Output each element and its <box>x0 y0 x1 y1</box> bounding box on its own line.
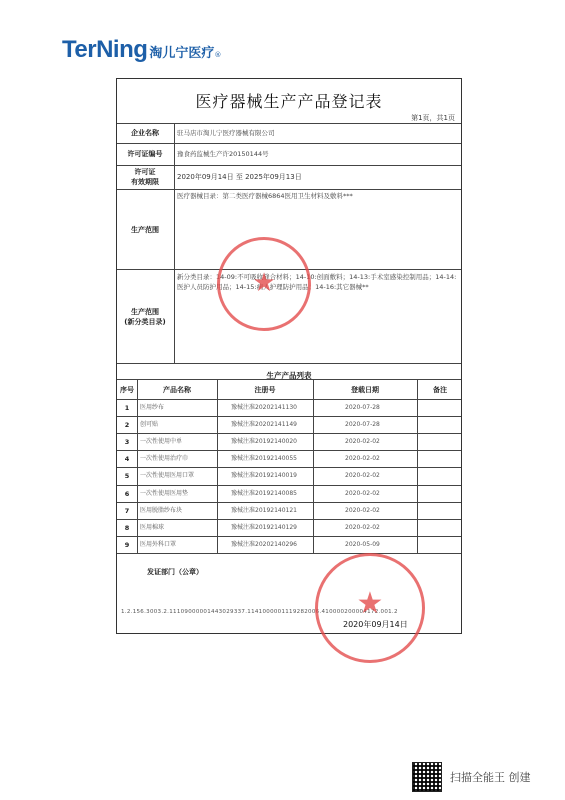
product-reg-number: 豫械注准20202141130 <box>231 404 297 411</box>
label-validity: 许可证 有效期限 <box>131 168 159 186</box>
company-seal: ★ <box>217 237 311 331</box>
product-no: 6 <box>124 489 130 498</box>
product-date: 2020-02-02 <box>345 523 380 531</box>
product-name: 医用脱脂纱布块 <box>140 506 183 514</box>
value-company-name: 驻马店市淘儿宁医疗器械有限公司 <box>177 129 275 137</box>
col-no: 序号 <box>120 386 134 394</box>
col-date: 登载日期 <box>351 386 379 394</box>
row-divider <box>117 467 461 468</box>
registered-mark: ® <box>214 51 222 59</box>
sign-date: 2020年09月14日 <box>343 620 408 629</box>
row-divider <box>117 536 461 537</box>
product-no: 4 <box>124 455 130 464</box>
brand-name-en: TerNing <box>62 36 148 63</box>
barcode-number: 1.2.156.3003.2.11109000001443029337.1141000001119282006.410000200004172.001.2 <box>121 609 398 615</box>
value-license-number: 豫食药监械生产许20150144号 <box>177 150 269 158</box>
value-scope: 医疗器械目录：第二类医疗器械6864医用卫生材料及敷料*** <box>177 192 353 200</box>
col-note: 备注 <box>433 386 447 394</box>
product-no: 3 <box>124 438 130 447</box>
product-name: 创可贴 <box>140 421 159 429</box>
product-name: 一次性使用治疗巾 <box>140 455 189 463</box>
label-scope-new: 生产范围 (新分类目录) <box>124 308 166 326</box>
product-date: 2020-02-02 <box>345 489 380 497</box>
row-divider <box>117 416 461 417</box>
product-date: 2020-05-09 <box>345 540 380 548</box>
product-reg-number: 豫械注准20202141149 <box>231 421 297 429</box>
product-date: 2020-02-02 <box>345 455 380 463</box>
form-title: 医疗器械生产产品登记表 <box>195 92 383 111</box>
value-scope-new: 新分类目录：14-09:不可吸收缝合材料；14-10:创面敷料；14-13:手术室感染控制用品；14-14:医护人员防护用品；14-15:病人护理防护用品；14-16:其它器械** <box>177 273 457 291</box>
page-number: 第1页，共1页 <box>411 114 455 122</box>
product-reg-number: 豫械注准20192140085 <box>231 489 297 497</box>
product-reg-number: 豫械注准20192140055 <box>231 455 297 463</box>
product-no: 8 <box>124 523 130 532</box>
registration-form <box>116 78 462 634</box>
product-name: 医用棉球 <box>140 523 165 531</box>
product-date: 2020-07-28 <box>345 404 380 411</box>
product-name: 一次性使用中单 <box>140 438 183 446</box>
row-divider <box>117 433 461 434</box>
footer-text: 扫描全能王 创建 <box>450 771 531 784</box>
row-divider <box>117 519 461 520</box>
product-no: 7 <box>124 506 130 515</box>
value-validity: 2020年09月14日 至 2025年09月13日 <box>177 173 302 181</box>
product-reg-number: 豫械注准20192140129 <box>231 523 297 531</box>
label-license-number: 许可证编号 <box>127 150 163 158</box>
product-date: 2020-02-02 <box>345 438 380 446</box>
scanner-footer <box>412 762 531 792</box>
col-product-name: 产品名称 <box>163 386 191 394</box>
label-scope: 生产范围 <box>131 226 159 234</box>
label-company-name: 企业名称 <box>131 129 159 137</box>
brand-logo <box>62 36 221 64</box>
product-reg-number: 豫械注准20192140019 <box>231 472 297 480</box>
product-no: 9 <box>124 540 130 549</box>
product-reg-number: 豫械注准20192140121 <box>231 506 297 514</box>
qr-code-icon <box>412 762 442 792</box>
product-list-title: 生产产品列表 <box>266 371 312 380</box>
product-name: 医用纱布 <box>140 404 165 411</box>
row-divider <box>117 485 461 486</box>
product-reg-number: 豫械注准20202140296 <box>231 540 297 548</box>
product-name: 一次性使用医用口罩 <box>140 472 195 480</box>
col-reg-number: 注册号 <box>254 386 276 394</box>
row-divider <box>117 502 461 503</box>
product-reg-number: 豫械注准20192140020 <box>231 438 297 446</box>
product-date: 2020-02-02 <box>345 472 380 480</box>
product-name: 医用外科口罩 <box>140 540 177 548</box>
authority-seal: ★ <box>315 553 425 663</box>
issuer-label: 发证部门（公章） <box>147 568 203 576</box>
product-date: 2020-07-28 <box>345 421 380 429</box>
product-name: 一次性使用医用垫 <box>140 489 189 497</box>
brand-name-cn: 淘儿宁医疗 <box>149 46 215 61</box>
product-no: 1 <box>124 404 130 412</box>
product-date: 2020-02-02 <box>345 506 380 514</box>
product-no: 5 <box>124 472 130 481</box>
row-divider <box>117 450 461 451</box>
product-no: 2 <box>124 421 130 430</box>
